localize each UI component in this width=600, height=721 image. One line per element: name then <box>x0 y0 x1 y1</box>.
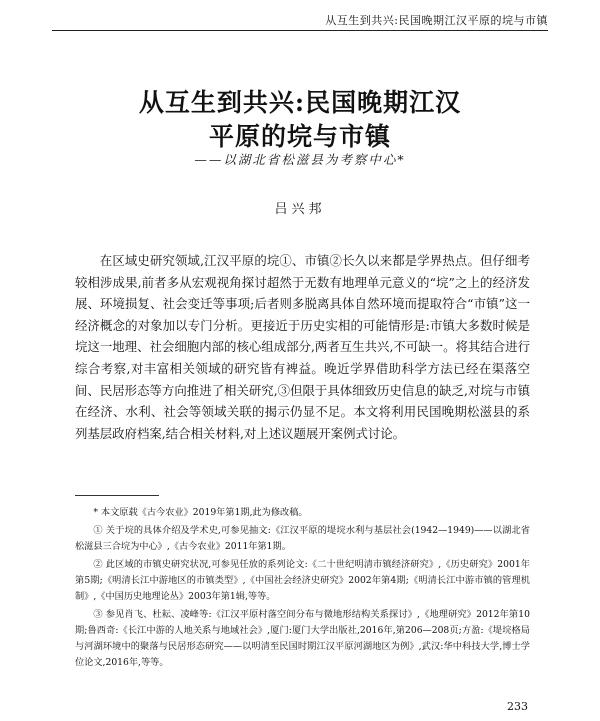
running-head: 从互生到共兴:民国晚期江汉平原的垸与市镇 <box>325 14 548 27</box>
article-title <box>0 86 600 154</box>
page-number: 233 <box>507 700 528 713</box>
footnote-rule <box>75 495 159 496</box>
article-subtitle: ——以湖北省松滋县为考察中心* <box>194 152 406 167</box>
footnote-star: * 本文原载《古今农业》2019年第1期,此为修改稿。 <box>93 507 308 518</box>
body-paragraph: 在区域史研究领域,江汉平原的垸①、市镇②长久以来都是学界热点。但仔细考较相涉成果,前者多从宏观视角探讨超然于无数有地理单元意义的“垸”之上的经济发展、环境损复、社会变迁等事项;后者则多脱离具体自然环境而提取符合“市镇”这一经济概念的对象加以专门分析。更接近于历史实相的可能情形是:市镇大多数时候是垸这一地理、社会细胞内部的核心组成部分,两者互生共兴,不可缺一。将其结合进行综合考察,对丰富相关领域的研究皆有裨益。晚近学界借助科学方法已经在渠落空间、民居形态等方向推进了相关研究,③但限于具体细致历史信息的缺乏,对垸与市镇在经济、水利、社会等领域关联的揭示仍显不足。本文将利用民国晚期松滋县的系列基层政府档案,结合相关材料,对上述议题展开案例式讨论。 <box>75 253 530 441</box>
footnote-2: ② 此区域的市镇史研究状况,可参见任放的系列论文:《二十世纪明清市镇经济研究》,《历史研究》2001年第5期;《明清长江中游地区的市镇类型》,《中国社会经济史研究》2002年第4期;《明清长江中游市镇的管理机制》,《中国历史地理论丛》2003年第1辑,等等。 <box>75 559 530 602</box>
footnote-3: ③ 参见肖飞、杜耘、凌峰等:《江汉平原村落空间分布与微地形结构关系探讨》,《地理研究》2012年第10期;鲁西奇:《长江中游的人地关系与地域社会》,厦门:厦门大学出版社,2016年,第206—208页;方盈:《堤垸格局与河湖环境中的聚落与民居形态研究——以明清至民国时期江汉平原河湖地区为例》,武汉:华中科技大学,博士学位论文,2016年,等等。 <box>75 609 530 668</box>
author-name: 吕兴邦 <box>274 202 326 217</box>
title-line-1: 从互生到共兴:民国晚期江汉 <box>138 88 462 117</box>
header-rule <box>52 30 548 31</box>
footnotes <box>75 505 530 673</box>
footnote-1: ① 关于垸的具体介绍及学术史,可参见抽文:《江汉平原的堤垸水利与基层社会(1942—1949)——以湖北省松滋县三合垸为中心》,《古今农业》2011年第1期。 <box>75 525 530 552</box>
title-line-2: 平原的垸与市镇 <box>208 122 391 151</box>
